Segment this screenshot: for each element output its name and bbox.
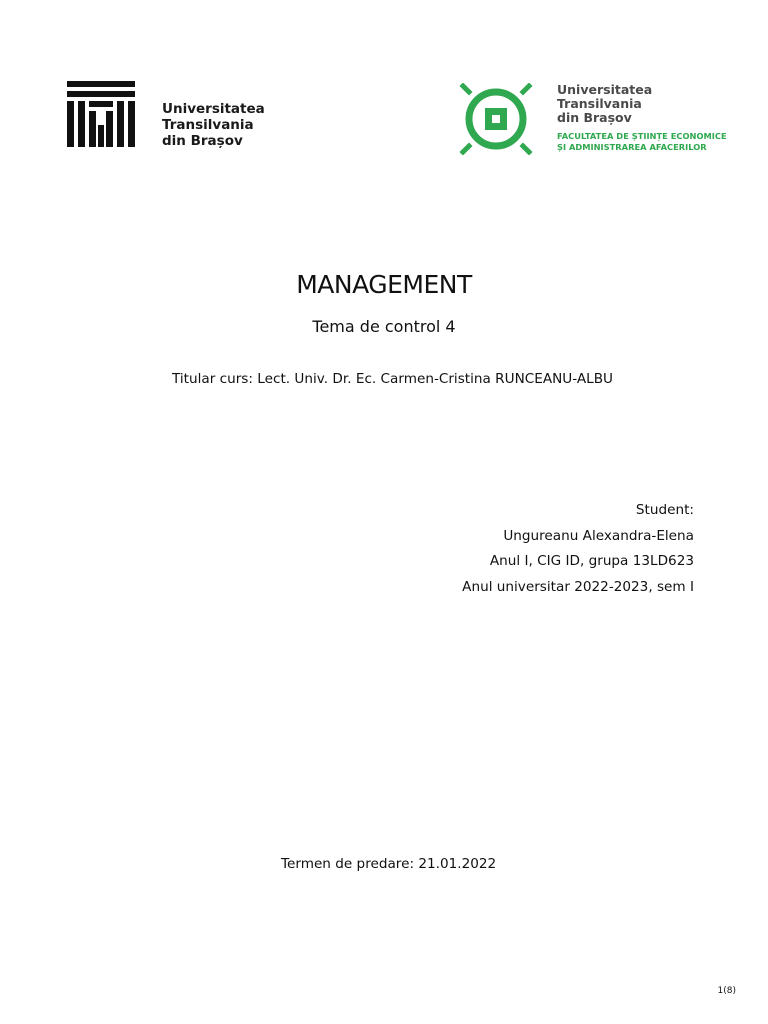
student-label: Student: xyxy=(635,502,694,518)
faculty-emblem-icon xyxy=(458,83,538,155)
submission-deadline: Termen de predare: 21.01.2022 xyxy=(281,856,497,872)
faculty-logo-right xyxy=(458,81,748,156)
logo-left-wordmark: Universitatea Transilvania din Brașov xyxy=(162,101,265,149)
document-subtitle: Tema de control 4 xyxy=(312,317,456,336)
page-number: 1(8) xyxy=(717,986,736,996)
student-name: Ungureanu Alexandra-Elena xyxy=(503,527,694,544)
faculty-name: FACULTATEA DE ȘTIINȚE ECONOMICE ȘI ADMINISTRAREA AFACERILOR xyxy=(557,131,727,152)
university-emblem-icon xyxy=(67,81,137,149)
university-logo-left xyxy=(67,81,267,151)
student-info xyxy=(462,498,694,600)
course-holder: Titular curs: Lect. Univ. Dr. Ec. Carmen-Cristina RUNCEANU-ALBU xyxy=(172,371,613,387)
logo-right-wordmark: Universitatea Transilvania din Brașov xyxy=(557,82,653,125)
academic-year: Anul universitar 2022-2023, sem I xyxy=(462,578,694,595)
document-title: MANAGEMENT xyxy=(296,270,472,299)
student-group: Anul I, CIG ID, grupa 13LD623 xyxy=(489,553,694,569)
